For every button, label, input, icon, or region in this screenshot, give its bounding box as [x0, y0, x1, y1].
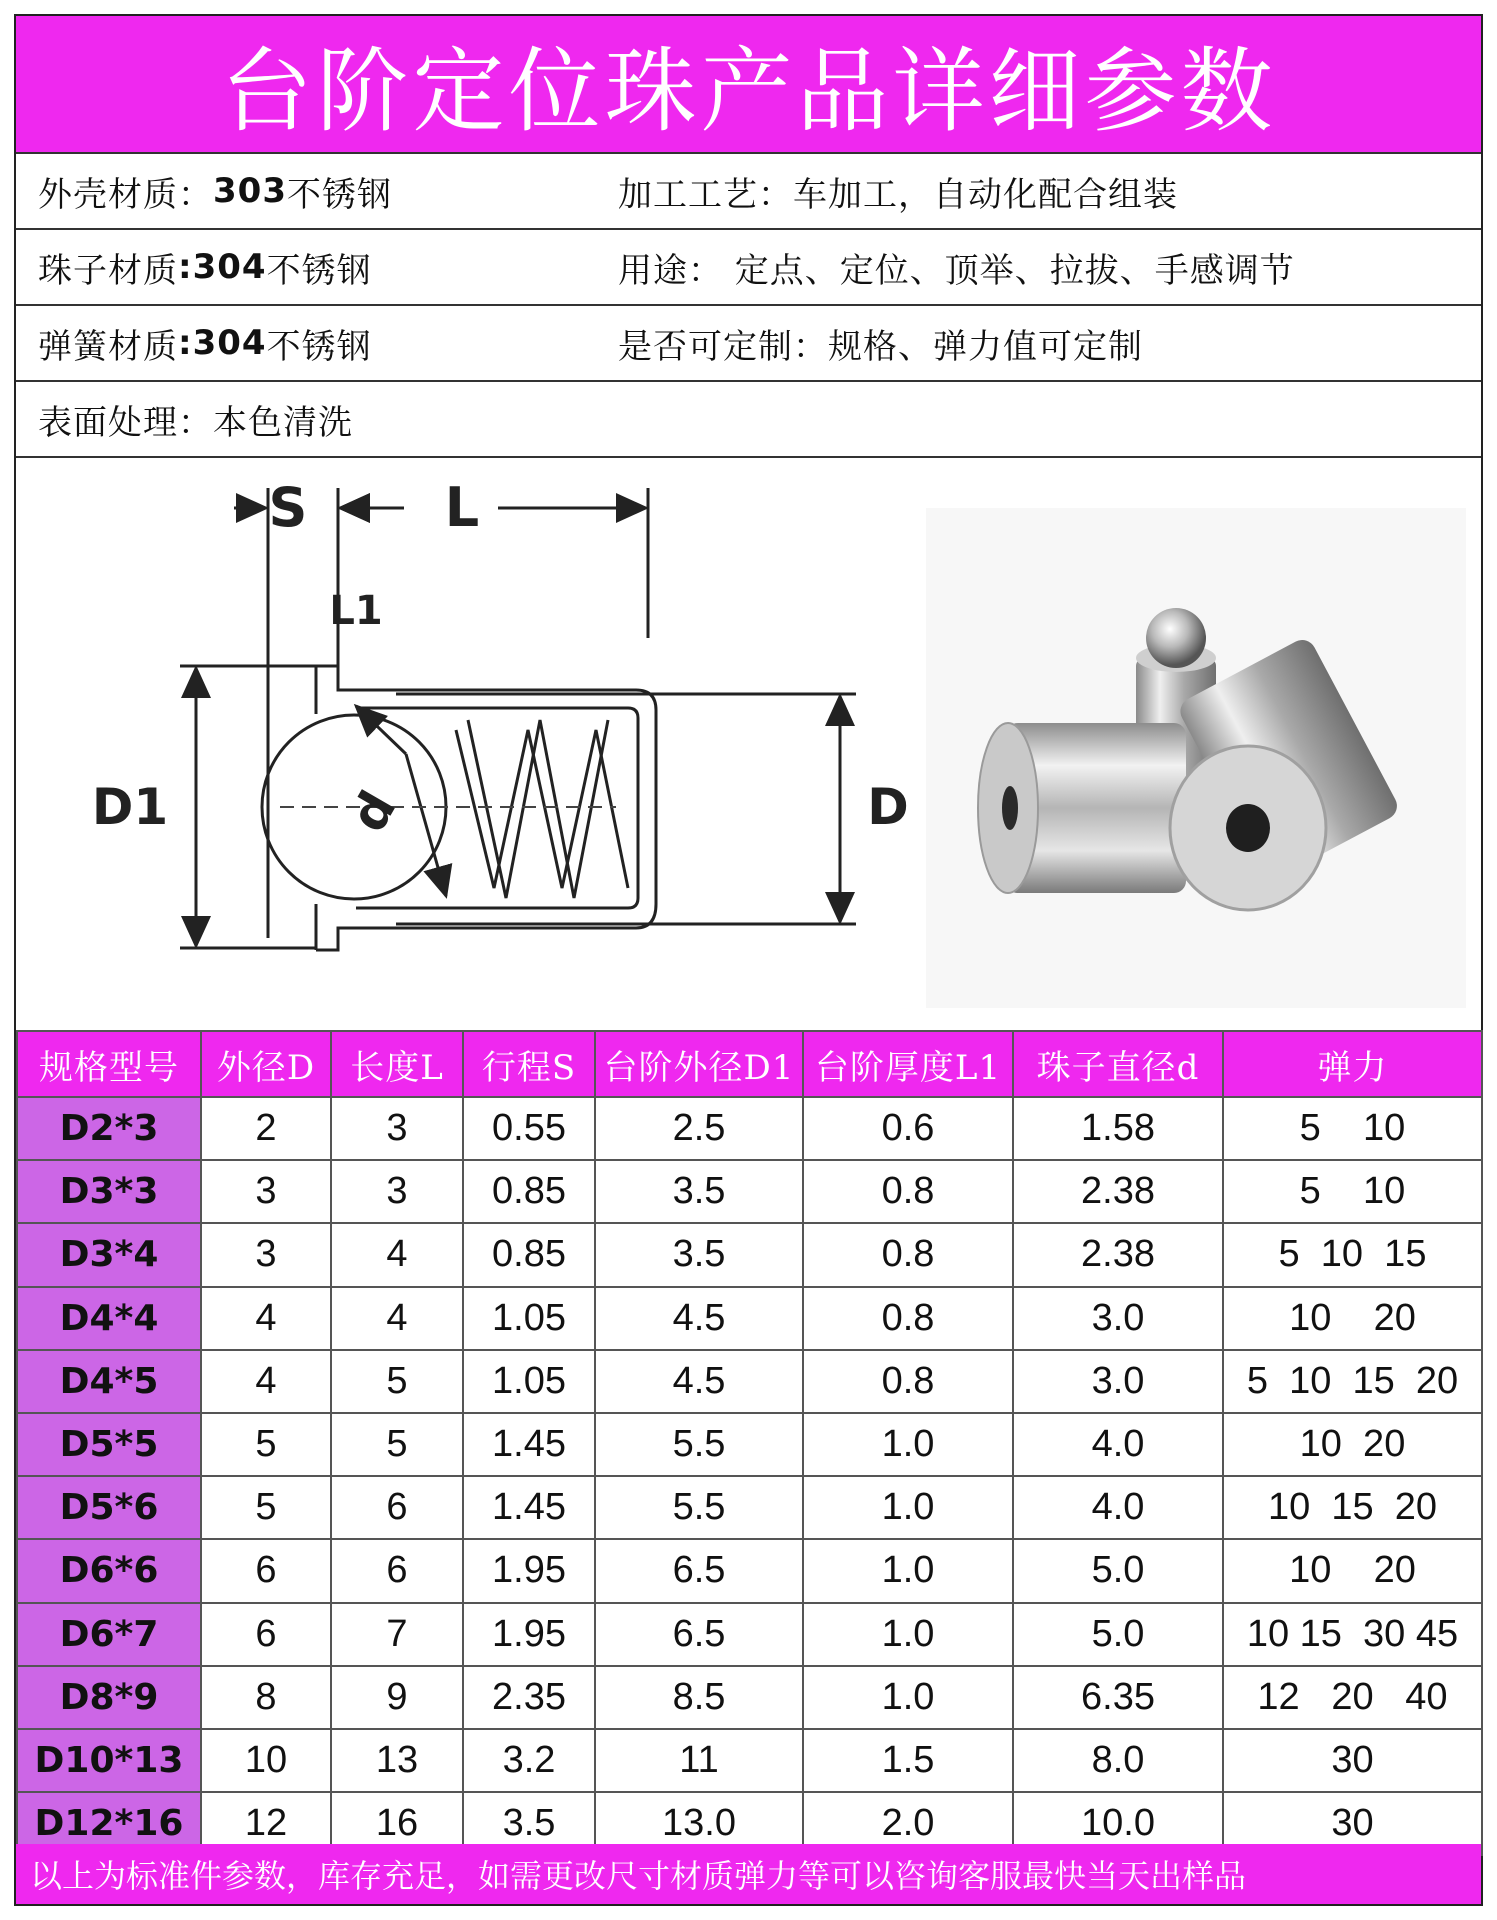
table-cell: 0.8 [803, 1350, 1013, 1413]
header-force: 弹力 [1223, 1031, 1482, 1097]
table-cell: 4.0 [1013, 1413, 1223, 1476]
label-d1: D1 [91, 778, 169, 836]
table-cell: 10 15 30 45 [1223, 1603, 1482, 1666]
table-cell: 9 [331, 1666, 463, 1729]
table-row [17, 1287, 1482, 1350]
spring-material: 弹簧材质 :304 不锈钢 [38, 323, 372, 367]
table-cell: 2.0 [803, 1792, 1013, 1855]
table-cell: 10 15 20 [1223, 1476, 1482, 1539]
spec-table [16, 1030, 1483, 1856]
spec-row-1 [16, 152, 1481, 228]
table-row [17, 1350, 1482, 1413]
dimension-diagram [16, 458, 916, 1028]
table-cell: 6.5 [595, 1539, 803, 1602]
table-cell: 4 [331, 1223, 463, 1286]
table-cell: 1.0 [803, 1666, 1013, 1729]
model-cell: D8*9 [17, 1666, 201, 1729]
product-photo [926, 508, 1466, 1008]
table-row [17, 1223, 1482, 1286]
table-cell: 5.5 [595, 1413, 803, 1476]
header-outer-d: 外径D [201, 1031, 331, 1097]
table-cell: 1.05 [463, 1350, 595, 1413]
header-stroke: 行程S [463, 1031, 595, 1097]
table-cell: 5.5 [595, 1476, 803, 1539]
table-cell: 5.0 [1013, 1603, 1223, 1666]
table-cell: 2.38 [1013, 1160, 1223, 1223]
label-s: S [268, 476, 308, 539]
table-cell: 3.5 [595, 1160, 803, 1223]
table-cell: 6 [201, 1603, 331, 1666]
table-cell: 8.0 [1013, 1729, 1223, 1792]
table-cell: 4.5 [595, 1287, 803, 1350]
table-cell: 1.45 [463, 1413, 595, 1476]
shell-material: 外壳材质： 303 不锈钢 [38, 171, 392, 215]
model-cell: D12*16 [17, 1792, 201, 1855]
table-cell: 2 [201, 1097, 331, 1160]
table-cell: 3 [331, 1160, 463, 1223]
table-cell: 10 20 [1223, 1287, 1482, 1350]
table-cell: 2.38 [1013, 1223, 1223, 1286]
header-length: 长度L [331, 1031, 463, 1097]
table-cell: 0.85 [463, 1160, 595, 1223]
table-cell: 10 20 [1223, 1413, 1482, 1476]
table-cell: 6 [331, 1539, 463, 1602]
footer-banner [16, 1844, 1481, 1904]
table-cell: 1.5 [803, 1729, 1013, 1792]
table-cell: 5 [201, 1413, 331, 1476]
table-cell: 13 [331, 1729, 463, 1792]
model-cell: D2*3 [17, 1097, 201, 1160]
table-cell: 3.2 [463, 1729, 595, 1792]
title-banner [16, 16, 1481, 152]
model-cell: D6*7 [17, 1603, 201, 1666]
spec-row-4 [16, 380, 1481, 456]
table-cell: 5 10 [1223, 1097, 1482, 1160]
header-model: 规格型号 [17, 1031, 201, 1097]
table-cell: 0.55 [463, 1097, 595, 1160]
table-cell: 8.5 [595, 1666, 803, 1729]
model-cell: D4*5 [17, 1350, 201, 1413]
table-cell: 5 10 [1223, 1160, 1482, 1223]
table-row [17, 1097, 1482, 1160]
table-cell: 6.5 [595, 1603, 803, 1666]
table-cell: 30 [1223, 1729, 1482, 1792]
product-figure [16, 456, 1481, 1030]
ball-material: 珠子材质 :304 不锈钢 [38, 247, 372, 291]
header-ball-d: 珠子直径d [1013, 1031, 1223, 1097]
table-cell: 5 10 15 [1223, 1223, 1482, 1286]
table-cell: 4.0 [1013, 1476, 1223, 1539]
surface-treatment: 表面处理：本色清洗 [38, 402, 353, 443]
table-cell: 10 [201, 1729, 331, 1792]
model-cell: D3*3 [17, 1160, 201, 1223]
table-cell: 5 [201, 1476, 331, 1539]
footer-note: 以上为标准件参数，库存充足，如需更改尺寸材质弹力等可以咨询客服最快当天出样品 [30, 1857, 1247, 1895]
table-cell: 5 10 15 20 [1223, 1350, 1482, 1413]
page-title: 台阶定位珠产品详细参数 [220, 38, 1277, 145]
table-cell: 10 20 [1223, 1539, 1482, 1602]
table-cell: 1.58 [1013, 1097, 1223, 1160]
label-l: L [444, 476, 480, 539]
table-cell: 1.95 [463, 1603, 595, 1666]
table-row [17, 1729, 1482, 1792]
table-cell: 3.5 [595, 1223, 803, 1286]
table-cell: 0.85 [463, 1223, 595, 1286]
table-cell: 4.5 [595, 1350, 803, 1413]
table-cell: 4 [331, 1287, 463, 1350]
table-row [17, 1603, 1482, 1666]
table-header-row [17, 1031, 1482, 1097]
header-step-l1: 台阶厚度L1 [803, 1031, 1013, 1097]
table-cell: 2.5 [595, 1097, 803, 1160]
model-cell: D10*13 [17, 1729, 201, 1792]
model-cell: D3*4 [17, 1223, 201, 1286]
model-cell: D6*6 [17, 1539, 201, 1602]
spec-row-3 [16, 304, 1481, 380]
table-cell: 7 [331, 1603, 463, 1666]
table-cell: 5.0 [1013, 1539, 1223, 1602]
table-cell: 3 [331, 1097, 463, 1160]
usage-info: 用途： 定点、定位、顶举、拉拔、手感调节 [618, 250, 1295, 291]
custom-info: 是否可定制：规格、弹力值可定制 [618, 326, 1143, 367]
table-cell: 3.0 [1013, 1287, 1223, 1350]
table-cell: 3.0 [1013, 1350, 1223, 1413]
table-cell: 6 [201, 1539, 331, 1602]
table-cell: 1.45 [463, 1476, 595, 1539]
table-cell: 0.8 [803, 1160, 1013, 1223]
table-cell: 2.35 [463, 1666, 595, 1729]
table-cell: 12 [201, 1792, 331, 1855]
table-cell: 3.5 [463, 1792, 595, 1855]
label-ball-d: d [339, 781, 408, 842]
model-cell: D5*5 [17, 1413, 201, 1476]
table-cell: 3 [201, 1160, 331, 1223]
table-cell: 3 [201, 1223, 331, 1286]
table-row [17, 1413, 1482, 1476]
table-cell: 30 [1223, 1792, 1482, 1855]
label-l1: L1 [329, 588, 383, 634]
table-cell: 16 [331, 1792, 463, 1855]
table-row [17, 1666, 1482, 1729]
table-cell: 1.0 [803, 1476, 1013, 1539]
header-step-d1: 台阶外径D1 [595, 1031, 803, 1097]
table-cell: 4 [201, 1350, 331, 1413]
table-cell: 0.6 [803, 1097, 1013, 1160]
table-cell: 5 [331, 1350, 463, 1413]
table-cell: 1.0 [803, 1603, 1013, 1666]
spec-row-2 [16, 228, 1481, 304]
label-d: D [867, 778, 909, 836]
table-cell: 6.35 [1013, 1666, 1223, 1729]
table-cell: 4 [201, 1287, 331, 1350]
table-cell: 13.0 [595, 1792, 803, 1855]
table-cell: 1.05 [463, 1287, 595, 1350]
table-cell: 12 20 40 [1223, 1666, 1482, 1729]
table-cell: 1.95 [463, 1539, 595, 1602]
table-row [17, 1539, 1482, 1602]
spec-sheet [14, 14, 1483, 1906]
model-cell: D5*6 [17, 1476, 201, 1539]
table-cell: 11 [595, 1729, 803, 1792]
table-cell: 5 [331, 1413, 463, 1476]
process-info: 加工工艺：车加工，自动化配合组装 [618, 174, 1178, 215]
table-cell: 10.0 [1013, 1792, 1223, 1855]
table-cell: 0.8 [803, 1223, 1013, 1286]
table-cell: 8 [201, 1666, 331, 1729]
table-cell: 6 [331, 1476, 463, 1539]
table-row [17, 1160, 1482, 1223]
model-cell: D4*4 [17, 1287, 201, 1350]
table-cell: 1.0 [803, 1413, 1013, 1476]
table-row [17, 1476, 1482, 1539]
table-cell: 1.0 [803, 1539, 1013, 1602]
table-cell: 0.8 [803, 1287, 1013, 1350]
